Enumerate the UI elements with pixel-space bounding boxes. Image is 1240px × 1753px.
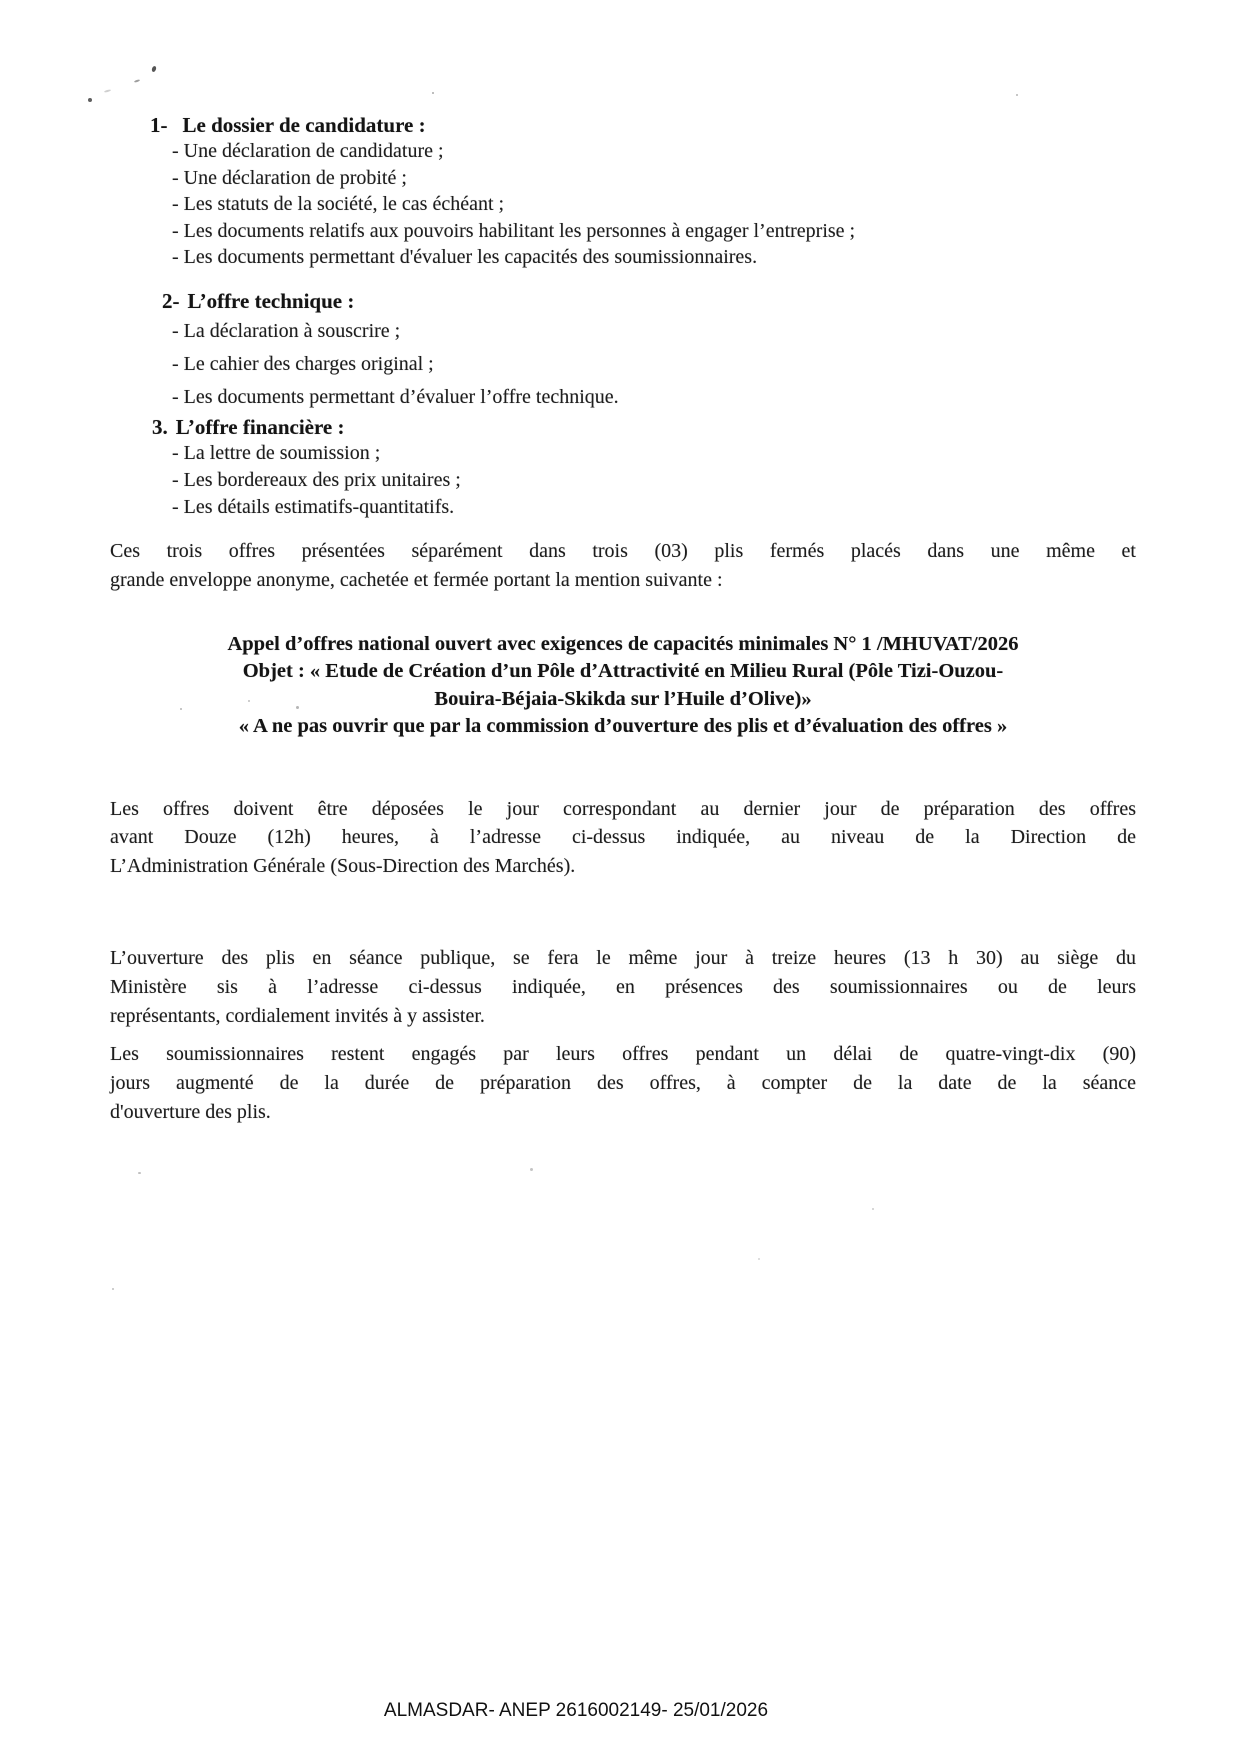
engagement-paragraph	[110, 1040, 1136, 1127]
list-item: - Le cahier des charges original ;	[172, 352, 434, 375]
section-title: L’offre financière :	[175, 414, 345, 439]
paragraph-line: grande enveloppe anonyme, cachetée et fermée portant la mention suivante :	[110, 568, 723, 591]
scan-speck	[151, 65, 157, 72]
list-item: - La lettre de soumission ;	[172, 441, 381, 464]
paragraph-line: jours augmenté de la durée de préparation des offres, à compter de la date de la séance	[110, 1072, 1136, 1094]
section-offre-financiere	[110, 414, 1136, 521]
paragraph-line: L’ouverture des plis en séance publique, se fera le même jour à treize heures (13 h 30) au siège du	[110, 947, 1136, 969]
scan-speck	[1016, 94, 1018, 96]
offre-financiere-list	[172, 440, 1136, 521]
paragraph-line: L’Administration Générale (Sous-Direction des Marchés).	[110, 854, 576, 877]
scan-speck	[134, 79, 140, 83]
opening-paragraph	[110, 944, 1136, 1031]
section-title: Le dossier de candidature :	[182, 113, 426, 137]
list-item: - Les détails estimatifs-quantitatifs.	[172, 495, 455, 518]
list-item: - Les bordereaux des prix unitaires ;	[172, 468, 461, 491]
scan-speck	[872, 1208, 874, 1210]
paragraph-line: d'ouverture des plis.	[110, 1101, 271, 1123]
list-item: - Les documents relatifs aux pouvoirs habilitant les personnes à engager l’entreprise ;	[172, 219, 856, 242]
notice-warning-line: « A ne pas ouvrir que par la commission d’ouverture des plis et d’évaluation des offres »	[238, 715, 1008, 737]
section-number: 2-	[162, 288, 180, 313]
section-title: L’offre technique :	[187, 288, 355, 313]
list-item: - La déclaration à souscrire ;	[172, 319, 401, 342]
notice-object-line: Bouira-Béjaia-Skikda sur l’Huile d’Olive)»	[434, 687, 812, 710]
scan-speck	[88, 98, 92, 102]
list-item: - Les documents permettant d'évaluer les capacités des soumissionnaires.	[172, 246, 758, 268]
candidature-list	[172, 138, 1136, 271]
paragraph-line: Les soumissionnaires restent engagés par leurs offres pendant un délai de quatre-vingt-dix (90)	[110, 1043, 1136, 1065]
notice-object-line: Objet : « Etude de Création d’un Pôle d’Attractivité en Milieu Rural (Pôle Tizi-Ouzou-	[242, 660, 1004, 682]
section-heading-offre-technique	[162, 288, 1136, 314]
notice-title-line: Appel d’offres national ouvert avec exigences de capacités minimales N° 1 /MHUVAT/2026	[227, 632, 1019, 655]
scan-speck	[112, 1288, 114, 1290]
section-number: 1-	[150, 113, 168, 137]
document-body	[110, 112, 1136, 1127]
paragraph-line: Les offres doivent être déposées le jour correspondant au dernier jour de préparation des offres	[110, 797, 1136, 820]
scan-speck	[138, 1172, 141, 1174]
paragraph-line: Ministère sis à l’adresse ci-dessus indiquée, en présences des soumissionnaires ou de leurs	[110, 976, 1136, 998]
paragraph-line: Ces trois offres présentées séparément dans trois (03) plis fermés placés dans une même et	[110, 539, 1136, 562]
section-number: 3.	[152, 414, 168, 439]
list-item: - Les documents permettant d’évaluer l’offre technique.	[172, 385, 619, 408]
section-offre-technique	[110, 288, 1136, 413]
list-item: - Une déclaration de probité ;	[172, 166, 407, 189]
list-item: - Les statuts de la société, le cas échéant ;	[172, 193, 505, 215]
section-candidature	[110, 112, 1136, 271]
envelope-paragraph	[110, 537, 1136, 595]
section-heading-candidature	[150, 112, 1136, 138]
footer-anep-line: ALMASDAR- ANEP 2616002149- 25/01/2026	[383, 1700, 769, 1721]
paragraph-line: avant Douze (12h) heures, à l’adresse ci-dessus indiquée, au niveau de la Direction de	[110, 826, 1136, 848]
scan-speck	[758, 1258, 760, 1260]
scan-speck	[104, 89, 111, 93]
deposit-paragraph	[110, 795, 1136, 881]
scan-speck	[432, 92, 434, 94]
offre-technique-list	[172, 314, 1136, 413]
scan-speck	[530, 1168, 533, 1171]
list-item: - Une déclaration de candidature ;	[172, 140, 444, 162]
paragraph-line: représentants, cordialement invités à y assister.	[110, 1005, 485, 1027]
tender-notice-block	[110, 631, 1136, 741]
section-heading-offre-financiere	[152, 414, 1136, 440]
